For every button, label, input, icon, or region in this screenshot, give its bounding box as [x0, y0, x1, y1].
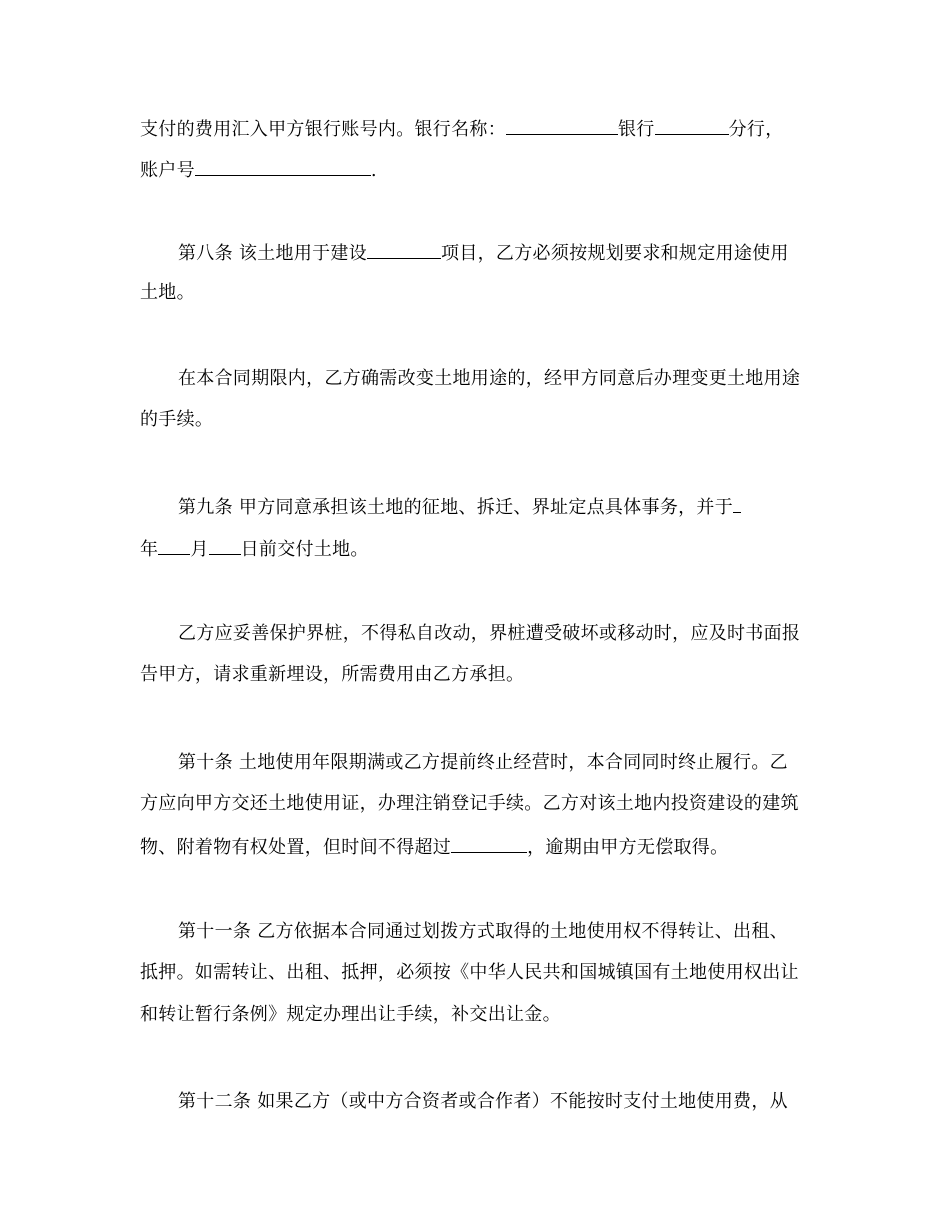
day-blank	[209, 536, 241, 555]
account-period: .	[370, 160, 377, 181]
article-9-line-1	[140, 494, 858, 520]
article-10-text-cont: ，逾期由甲方无偿取得。	[527, 837, 729, 858]
branch-blank	[655, 116, 729, 135]
year-label: 年	[140, 539, 159, 560]
bank-suffix: 银行	[618, 119, 655, 140]
article-9-text: 第九条 甲方同意承担该土地的征地、拆迁、界址定点具体事务，并于	[178, 497, 734, 518]
account-line	[140, 157, 820, 183]
month-label: 月	[190, 539, 209, 560]
bank-text: 支付的费用汇入甲方银行账号内。银行名称：	[140, 119, 506, 140]
article-10-text: 物、附着物有权处置，但时间不得超过	[140, 837, 452, 858]
boundary-line-2: 告甲方，请求重新埋设，所需费用由乙方承担。	[140, 664, 525, 685]
account-label: 账户号	[140, 160, 195, 181]
article-9-line-2	[140, 536, 820, 562]
article-11-line-2: 抵押。如需转让、出租、抵押，必须按《中华人民共和国城镇国有土地使用权出让	[140, 962, 799, 983]
land-use-change-line-2: 的手续。	[140, 409, 214, 430]
article-8-text: 第八条 该土地用于建设	[178, 243, 368, 264]
month-blank	[158, 536, 190, 555]
bank-line	[140, 116, 820, 142]
account-number-blank	[195, 157, 371, 176]
article-8-line-1	[140, 240, 858, 266]
article-12-line-1: 第十二条 如果乙方（或中方合资者或合作者）不能按时支付土地使用费，从	[178, 1091, 788, 1112]
year-blank	[733, 494, 741, 513]
article-10-line-3	[140, 834, 820, 860]
article-10-line-1: 第十条 土地使用年限期满或乙方提前终止经营时，本合同同时终止履行。乙	[178, 752, 788, 773]
project-blank	[367, 240, 441, 259]
article-8-text-cont: 项目，乙方必须按规划要求和规定用途使用	[441, 243, 789, 264]
article-8-line-2: 土地。	[140, 282, 195, 303]
time-limit-blank	[451, 834, 527, 853]
branch-suffix: 分行，	[728, 119, 784, 140]
article-10-line-2: 方应向甲方交还土地使用证，办理注销登记手续。乙方对该土地内投资建设的建筑	[140, 793, 799, 814]
boundary-line-1: 乙方应妥善保护界桩，不得私自改动，界桩遭受破坏或移动时，应及时书面报	[178, 623, 801, 644]
bank-name-blank	[506, 116, 618, 135]
day-label: 日前交付土地。	[240, 539, 369, 560]
article-11-line-3: 和转让暂行条例》规定办理出让手续，补交出让金。	[140, 1004, 561, 1025]
land-use-change-line-1: 在本合同期限内，乙方确需改变土地用途的，经甲方同意后办理变更土地用途	[178, 368, 801, 389]
article-11-line-1: 第十一条 乙方依据本合同通过划拨方式取得的土地使用权不得转让、出租、	[178, 921, 788, 942]
